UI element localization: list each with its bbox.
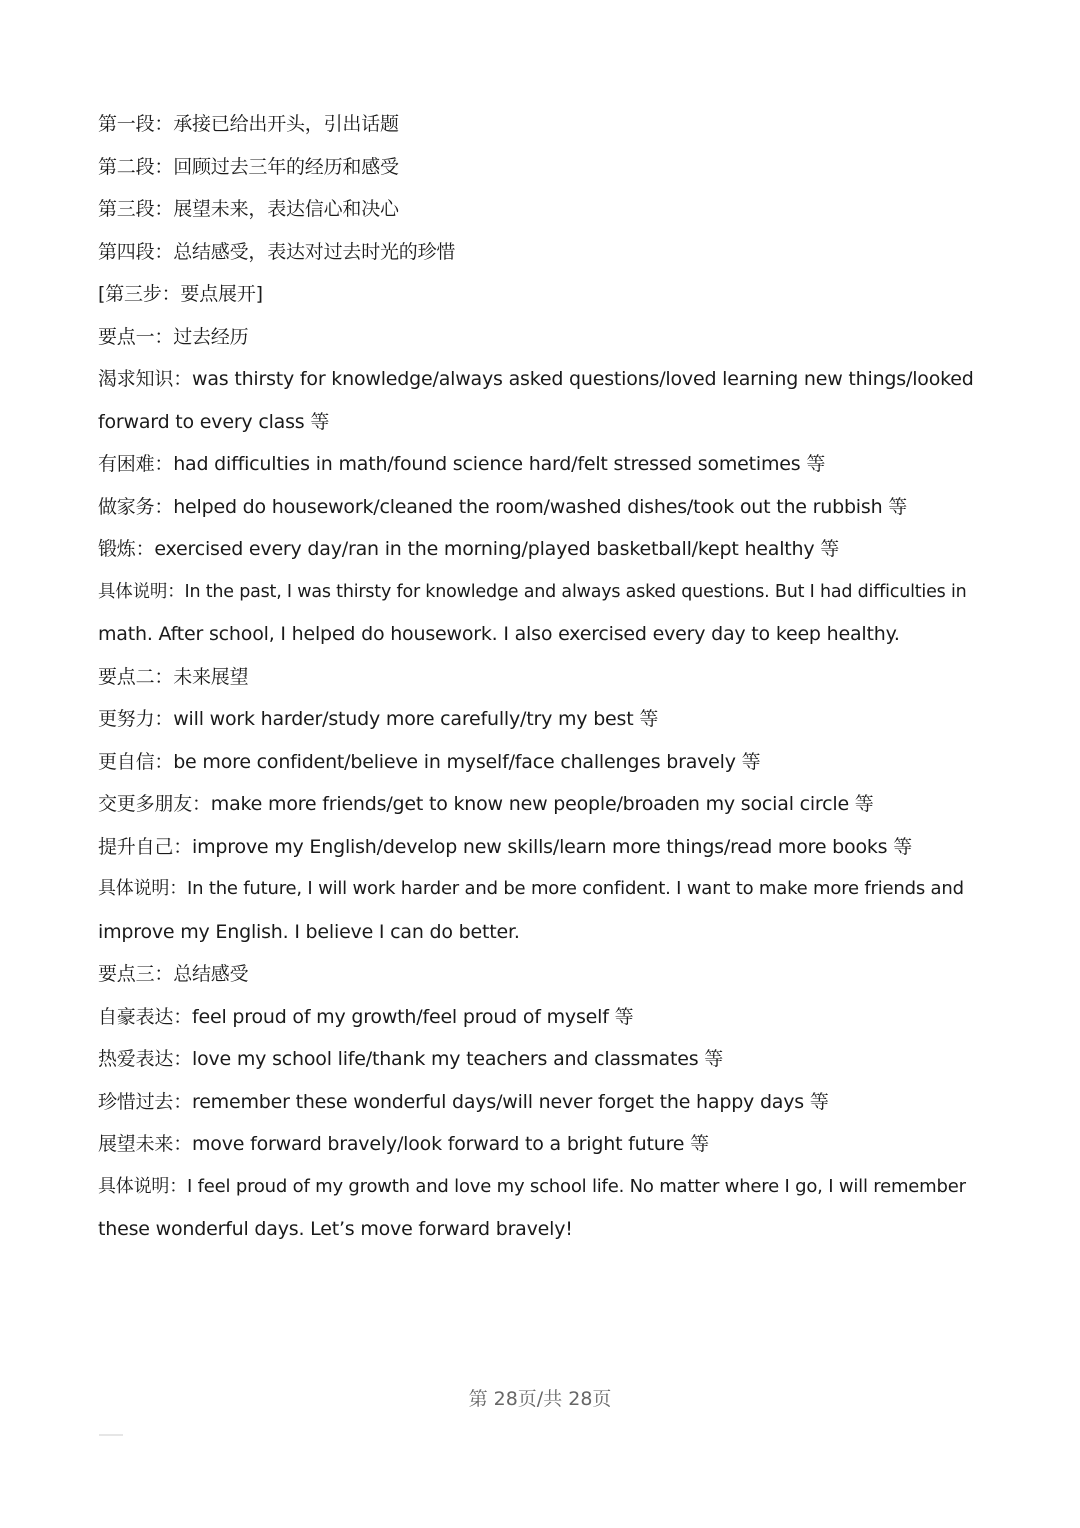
text-line: 锻炼：exercised every day/ran in the morning/played basketball/kept healthy 等	[98, 538, 840, 560]
text-line: 珍惜过去：remember these wonderful days/will never forget the happy days 等	[98, 1090, 829, 1113]
text-line: 提升自己：improve my English/develop new skills/learn more things/read more books 等	[98, 835, 913, 858]
text-line: 有困难：had difficulties in math/found science hard/felt stressed sometimes 等	[98, 453, 826, 475]
paragraph-outline-1: 第一段：承接已给出开头，引出话题	[98, 113, 399, 135]
point-heading-3: 要点三：总结感受	[98, 963, 249, 985]
text-line: 做家务：helped do housework/cleaned the room/washed dishes/took out the rubbish 等	[98, 495, 908, 518]
text-line: 更努力：will work harder/study more carefully/try my best 等	[98, 708, 659, 730]
text-line: improve my English. I believe I can do better.	[98, 920, 520, 943]
text-line: 具体说明：I feel proud of my growth and love my school life. No matter where I go, I will remember	[98, 1175, 966, 1197]
text-line: 具体说明：In the future, I will work harder and be more confident. I want to make more friends and	[98, 878, 964, 899]
text-line: 具体说明：In the past, I was thirsty for knowledge and always asked questions. But I had difficulties in	[98, 581, 967, 602]
text-line: 交更多朋友：make more friends/get to know new people/broaden my social circle 等	[98, 793, 874, 815]
faint-mark	[99, 1434, 123, 1436]
text-line: 展望未来：move forward bravely/look forward to a bright future 等	[98, 1133, 709, 1155]
page-number: 第 28页/共 28页	[468, 1388, 612, 1410]
paragraph-outline-3: 第三段：展望未来，表达信心和决心	[98, 198, 399, 220]
text-line: 自豪表达：feel proud of my growth/feel proud of myself 等	[98, 1005, 634, 1028]
document-body	[98, 103, 983, 1251]
point-heading-1: 要点一：过去经历	[98, 325, 249, 348]
point-heading-2: 要点二：未来展望	[98, 665, 249, 688]
text-line: math. After school, I helped do housework. I also exercised every day to keep healthy.	[98, 623, 900, 645]
paragraph-outline-4: 第四段：总结感受，表达对过去时光的珍惜	[98, 240, 456, 263]
text-line: 更自信：be more confident/believe in myself/face challenges bravely 等	[98, 750, 761, 773]
text-line: 渴求知识：was thirsty for knowledge/always asked questions/loved learning new things/looked	[98, 368, 974, 390]
text-line: these wonderful days. Let’s move forward bravely!	[98, 1218, 573, 1240]
text-line: 热爱表达：love my school life/thank my teachers and classmates 等	[98, 1048, 724, 1070]
step-heading: [第三步：要点展开]	[98, 283, 263, 305]
text-line: forward to every class 等	[98, 410, 330, 433]
paragraph-outline-2: 第二段：回顾过去三年的经历和感受	[98, 155, 399, 178]
